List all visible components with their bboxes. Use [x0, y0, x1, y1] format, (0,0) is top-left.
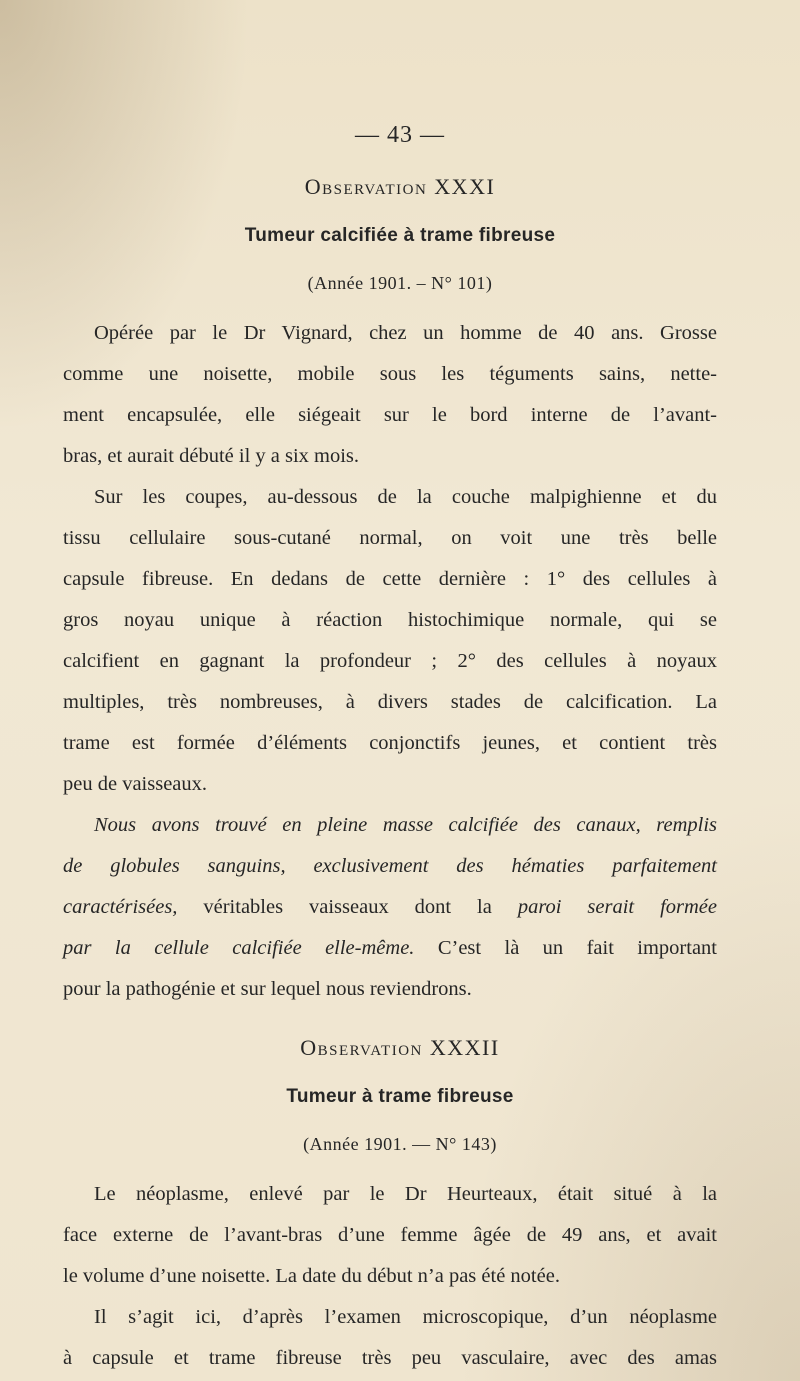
- observation-32-heading: Observation XXXII: [300, 1035, 500, 1060]
- text-line-italic: Nous avons trouvé en pleine masse calcifiée des canaux, remplis: [94, 814, 717, 836]
- text-line: face externe de l’avant-bras d’une femme âgée de 49 ans, et avait: [63, 1224, 717, 1246]
- text-line: le volume d’une noisette. La date du début n’a pas été notée.: [63, 1265, 560, 1287]
- roman-span: C’est là un fait important: [437, 937, 718, 959]
- italic-span: par la cellule calcifiée elle-même.: [63, 937, 415, 959]
- text-line: Le néoplasme, enlevé par le Dr Heurteaux, était situé à la: [94, 1183, 717, 1205]
- text-line: Opérée par le Dr Vignard, chez un homme de 40 ans. Grosse: [94, 322, 717, 344]
- text-line-mixed: [63, 938, 717, 959]
- text-line: bras, et aurait débuté il y a six mois.: [63, 445, 360, 467]
- text-line-italic: de globules sanguins, exclusivement des hématies parfaitement: [63, 855, 717, 877]
- roman-span: véritables vaisseaux dont la: [203, 896, 492, 918]
- observation-32-meta: (Année 1901. — N° 143): [303, 1134, 497, 1154]
- text-line: Il s’agit ici, d’après l’examen microscopique, d’un néoplasme: [94, 1306, 717, 1328]
- observation-31-subtitle: Tumeur calcifiée à trame fibreuse: [244, 225, 556, 246]
- text-line: ment encapsulée, elle siégeait sur le bord interne de l’avant-: [63, 404, 717, 426]
- observation-31-heading: Observation XXXI: [304, 174, 496, 199]
- text-line: multiples, très nombreuses, à divers stades de calcification. La: [63, 691, 717, 713]
- text-line: à capsule et trame fibreuse très peu vasculaire, avec des amas: [63, 1347, 717, 1369]
- observation-31-meta: (Année 1901. – N° 101): [307, 273, 493, 293]
- text-line: capsule fibreuse. En dedans de cette dernière : 1° des cellules à: [63, 568, 717, 590]
- text-line: trame est formée d’éléments conjonctifs jeunes, et contient très: [63, 732, 717, 754]
- text-line: peu de vaisseaux.: [63, 773, 208, 795]
- text-line: Sur les coupes, au-dessous de la couche malpighienne et du: [94, 486, 717, 508]
- text-line: gros noyau unique à réaction histochimique normale, qui se: [63, 609, 717, 631]
- observation-32-subtitle: Tumeur à trame fibreuse: [286, 1086, 514, 1107]
- text-line-mixed: [63, 897, 717, 918]
- italic-span: caractérisées,: [63, 896, 178, 918]
- text-line: calcifient en gagnant la profondeur ; 2° des cellules à noyaux: [63, 650, 717, 672]
- text-line: comme une noisette, mobile sous les téguments sains, nette-: [63, 363, 717, 385]
- italic-span: paroi serait formée: [517, 896, 717, 918]
- text-line: pour la pathogénie et sur lequel nous reviendrons.: [63, 978, 472, 1000]
- page-number: — 43 —: [355, 122, 445, 148]
- text-line: tissu cellulaire sous-cutané normal, on voit une très belle: [63, 527, 717, 549]
